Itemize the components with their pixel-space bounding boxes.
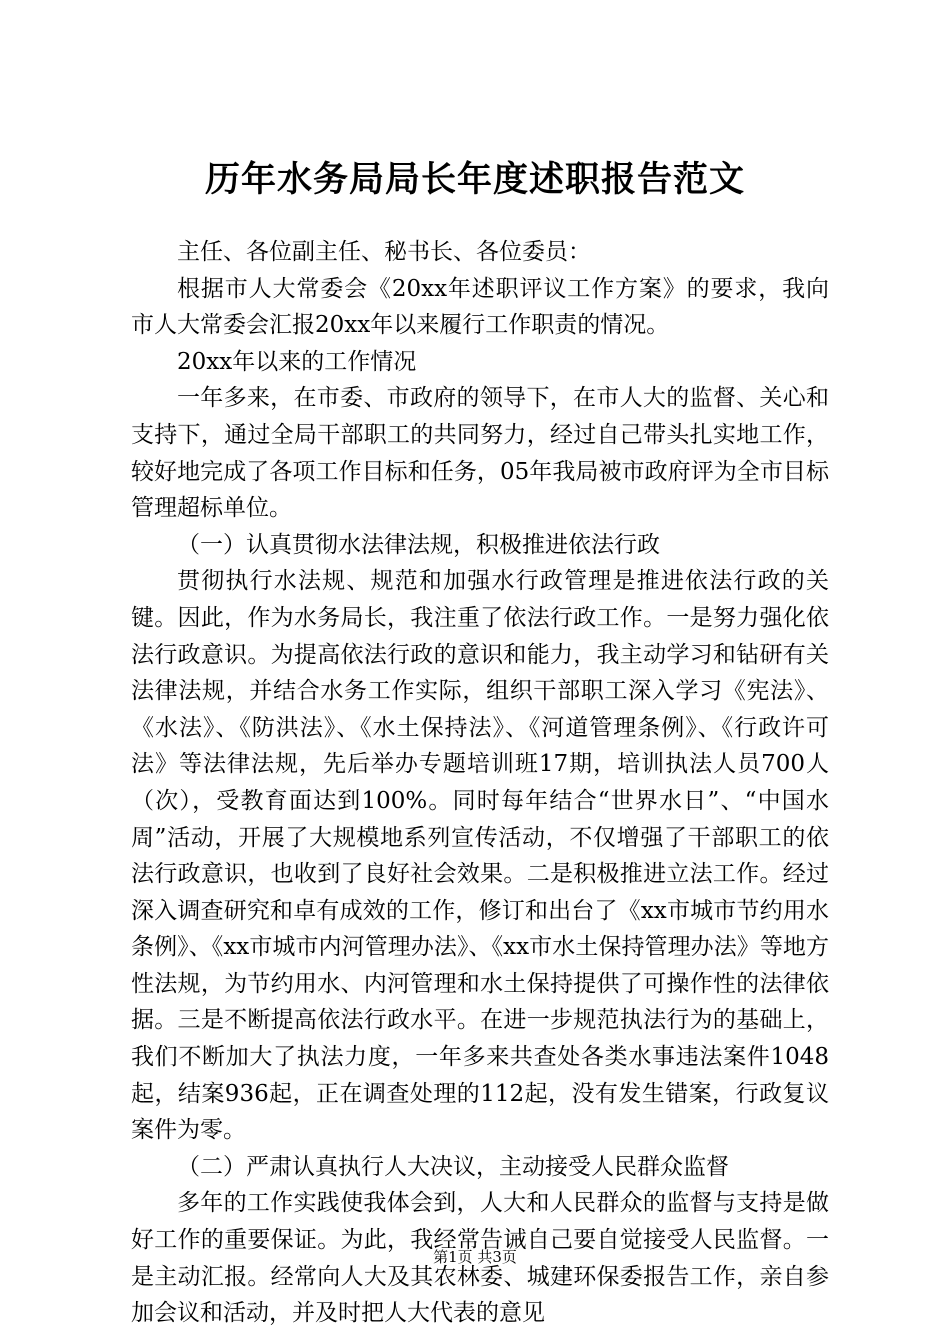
page-footer: 第1页 共3页 — [433, 1248, 517, 1266]
document-title: 历年水务局局长年度述职报告范文 — [204, 159, 745, 200]
overview-paragraph: 一年多来，在市委、市政府的领导下，在市人大的监督、关心和支持下，通过全局干部职工的共同努力，经过自己带头扎实地工作，较好地完成了各项工作目标和任务，05年我局被市政府评为全市目标管理超标单位。 — [131, 385, 829, 522]
subsection-body-1: 贯彻执行水法规、规范和加强水行政管理是推进依法行政的关键。因此，作为水务局长，我注重了依法行政工作。一是努力强化依法行政意识。为提高依法行政的意识和能力，我主动学习和钻研有关法律法规，并结合水务工作实际，组织干部职工深入学习《宪法》、《水法》、《防洪法》、《水土保持法》、《河道管理条例》、《行政许可法》等法律法规，先后举办专题培训班17期，培训执法人员700人（次），受教育面达到100%。同时每年结合“世界水日”、“中国水周”活动，开展了大规模地系列宣传活动，不仅增强了干部职工的依法行政意识，也收到了良好社会效果。二是积极推进立法工作。经过深入调查研究和卓有成效的工作，修订和出台了《xx市城市节约用水条例》、《xx市城市内河管理办法》、《xx市水土保持管理办法》等地方性法规，为节约用水、内河管理和水土保持提供了可操作性的法律依据。三是不断提高依法行政水平。在进一步规范执法行为的基础上，我们不断加大了执法力度，一年多来共查处各类水事违法案件1048起，结案936起，正在调查处理的112起，没有发生错案，行政复议案件为零。 — [131, 568, 829, 1144]
document-body — [131, 234, 829, 1332]
subsection-heading-1: （一）认真贯彻水法律法规，积极推进依法行政 — [177, 531, 660, 558]
salutation-paragraph: 主任、各位副主任、秘书长、各位委员： — [177, 239, 591, 265]
intro-paragraph: 根据市人大常委会《20xx年述职评议工作方案》的要求，我向市人大常委会汇报20xx年以来履行工作职责的情况。 — [131, 275, 829, 339]
subsection-heading-2: （二）严肃认真执行人大决议，主动接受人民群众监督 — [177, 1153, 729, 1180]
section-heading: 20xx年以来的工作情况 — [177, 348, 417, 375]
subsection-body-2: 多年的工作实践使我体会到，人大和人民群众的监督与支持是做好工作的重要保证。为此，我经常告诫自己要自觉接受人民监督。一是主动汇报。经常向人大及其农林委、城建环保委报告工作，亲自参加会议和活动，并及时把人大代表的意见 — [131, 1190, 829, 1327]
